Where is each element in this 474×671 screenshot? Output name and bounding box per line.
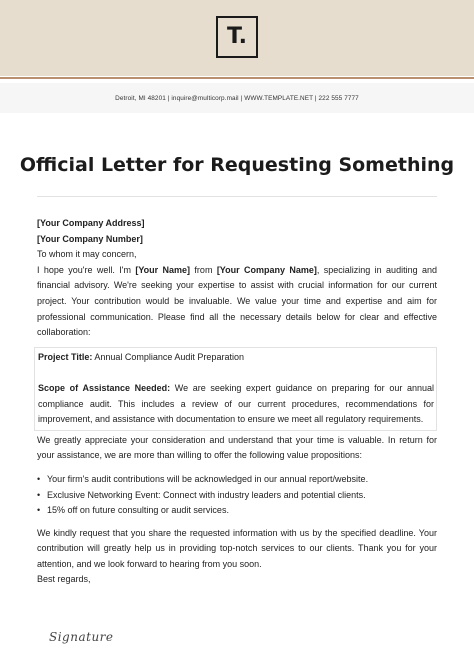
closing-paragraph: We kindly request that you share the requested information with us by the specified deadline. Your contribution will greatly help us in providing top-notch services to our clients. Thank you for your attention, and we look forward to hearing from you soon. [37, 527, 437, 569]
title-divider [37, 196, 437, 197]
box-spacer [38, 365, 434, 381]
header-accent-line [0, 77, 474, 79]
project-title-value: Annual Compliance Audit Preparation [92, 351, 244, 362]
contact-info: Detroit, MI 48201 | inquire@multicorp.mail | WWW.TEMPLATE.NET | 222 555 7777 [115, 94, 359, 102]
list-item: • Exclusive Networking Event: Connect with industry leaders and potential clients. [37, 488, 437, 504]
intro-rest: , specializing in auditing and financial advisory. We're seeking your expertise to assist with crucial information for our current project. Your contribution would be invaluable. We value your time and expertise and aim for professional communication. Please find all the necessary details below for clear and effective collaboration: [37, 264, 437, 338]
your-name-placeholder: [Your Name] [135, 264, 191, 275]
intro-lead: I hope you're well. I'm [37, 264, 136, 275]
signature: Signature [49, 630, 114, 644]
project-details-box [34, 347, 437, 431]
company-name-placeholder: [Your Company Name] [216, 264, 317, 275]
scope-value: We are seeking expert guidance on preparing for our annual compliance audit. This includes a review of our current procedures, recommendations for improvement, and assistance with documentation to ensure we meet all regulatory requirements. [38, 382, 434, 425]
letter-title: Official Letter for Requesting Something [19, 154, 455, 176]
list-item: • Your firm's audit contributions will be acknowledged in our annual report/website. [37, 472, 437, 488]
appreciation-paragraph: We greatly appreciate your consideration and understand that your time is valuable. In return for your assistance, we are more than willing to offer the following value propositions: [37, 434, 437, 461]
letter-body [37, 216, 437, 588]
company-logo [216, 16, 258, 58]
scope-label: Scope of Assistance Needed: [38, 382, 171, 393]
sign-off: Best regards, [37, 574, 91, 585]
intro-from: from [190, 264, 217, 275]
salutation: To whom it may concern, [37, 249, 137, 260]
company-number: [Your Company Number] [37, 233, 143, 244]
value-propositions-list [37, 472, 437, 519]
project-title-line [38, 350, 434, 366]
list-item: • 15% off on future consulting or audit services. [37, 503, 437, 519]
intro-paragraph [37, 263, 437, 341]
header-band [0, 0, 474, 76]
logo-text: T. [226, 24, 248, 49]
project-title-label: Project Title: [38, 351, 93, 362]
contact-band [0, 83, 474, 113]
scope-paragraph [38, 381, 434, 428]
company-address: [Your Company Address] [37, 218, 145, 228]
